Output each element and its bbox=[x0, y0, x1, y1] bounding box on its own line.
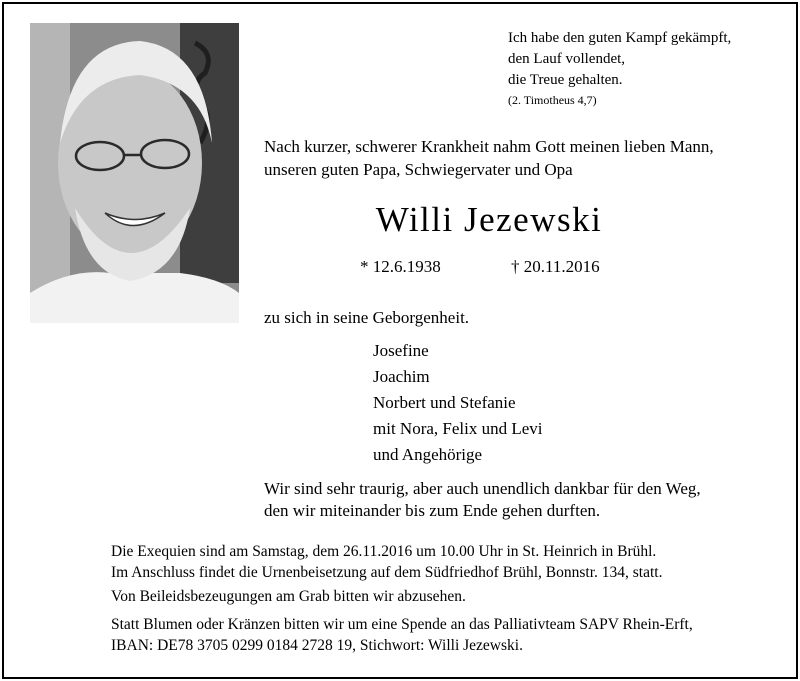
family-list bbox=[373, 338, 543, 468]
closing-phrase: zu sich in seine Geborgenheit. bbox=[264, 308, 470, 327]
thanks-text bbox=[264, 478, 701, 522]
birth-date: * 12.6.1938 bbox=[360, 257, 441, 276]
donation-info bbox=[111, 614, 693, 656]
thanks-line: den wir miteinander bis zum Ende gehen durften. bbox=[264, 501, 601, 520]
portrait-illustration bbox=[30, 23, 239, 323]
death-date: † 20.11.2016 bbox=[511, 257, 600, 276]
verse-reference: (2. Timotheus 4,7) bbox=[508, 93, 597, 107]
family-member: Joachim bbox=[373, 367, 430, 386]
deceased-name: Willi Jezewski bbox=[375, 200, 603, 239]
condolence-line: Von Beileidsbezeugungen am Grab bitten wir abzusehen. bbox=[111, 588, 466, 605]
intro-line: Nach kurzer, schwerer Krankheit nahm Gott meinen lieben Mann, bbox=[264, 137, 714, 156]
intro-line: unseren guten Papa, Schwiegervater und Opa bbox=[264, 160, 573, 179]
verse-line: den Lauf vollendet, bbox=[508, 51, 626, 67]
family-member: und Angehörige bbox=[373, 445, 483, 464]
donation-line: IBAN: DE78 3705 0299 0184 2728 19, Stichwort: Willi Jezewski. bbox=[111, 637, 523, 654]
donation-line: Statt Blumen oder Kränzen bitten wir um eine Spende an das Palliativteam SAPV Rhein-Erft, bbox=[111, 616, 693, 633]
condolence-note bbox=[111, 586, 466, 607]
verse-line: die Treue gehalten. bbox=[508, 72, 623, 88]
family-member: mit Nora, Felix und Levi bbox=[373, 419, 543, 438]
thanks-line: Wir sind sehr traurig, aber auch unendlich dankbar für den Weg, bbox=[264, 479, 701, 498]
intro-text bbox=[264, 135, 784, 181]
family-member: Josefine bbox=[373, 341, 429, 360]
portrait-photo bbox=[30, 23, 239, 323]
service-line: Im Anschluss findet die Urnenbeisetzung auf dem Südfriedhof Brühl, Bonnstr. 134, statt. bbox=[111, 564, 663, 581]
service-line: Die Exequien sind am Samstag, dem 26.11.2016 um 10.00 Uhr in St. Heinrich in Brühl. bbox=[111, 543, 657, 560]
bible-verse bbox=[508, 28, 731, 91]
verse-line: Ich habe den guten Kampf gekämpft, bbox=[508, 30, 732, 46]
family-member: Norbert und Stefanie bbox=[373, 393, 516, 412]
service-info bbox=[111, 541, 662, 583]
